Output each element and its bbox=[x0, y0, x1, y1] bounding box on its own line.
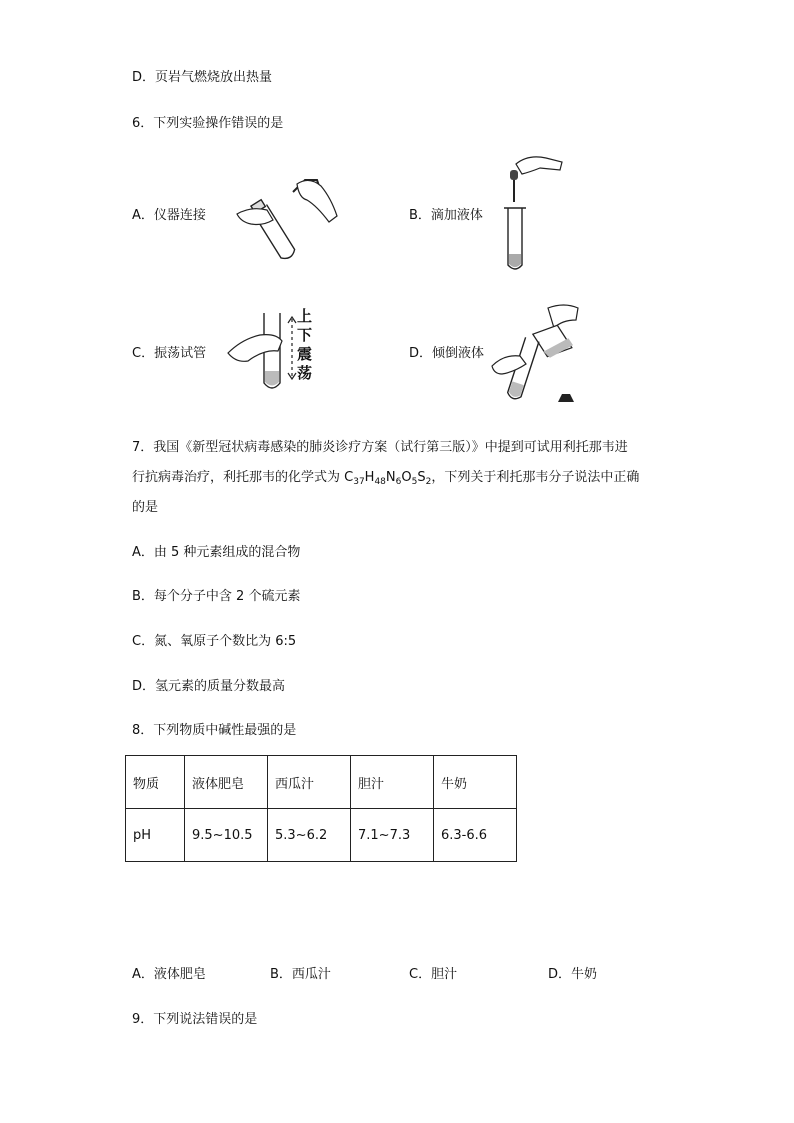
table-cell: 6.3-6.6 bbox=[434, 809, 517, 862]
q7-option-b: B．每个分子中含 2 个硫元素 bbox=[132, 589, 301, 604]
formula-element: N bbox=[385, 470, 396, 485]
q7-option-c: C．氮、氧原子个数比为 6:5 bbox=[132, 634, 297, 649]
formula-element: H bbox=[364, 470, 375, 485]
shake-direction-label bbox=[297, 307, 315, 383]
q8-option-c: C．胆汁 bbox=[409, 967, 458, 982]
formula-element: O bbox=[401, 470, 412, 485]
q6-option-a: A．仪器连接 bbox=[132, 208, 206, 223]
q8-option-d: D．牛奶 bbox=[548, 967, 598, 982]
table-header-cell: 西瓜汁 bbox=[268, 756, 351, 809]
table-header-cell: 胆汁 bbox=[351, 756, 434, 809]
table-header-cell: 液体肥皂 bbox=[185, 756, 268, 809]
formula-subscript: 2 bbox=[425, 477, 432, 487]
q6-option-c: C．振荡试管 bbox=[132, 346, 207, 361]
q7-stem-line2-pre: 行抗病毒治疗，利托那韦的化学式为 C bbox=[132, 470, 354, 485]
table-cell: 7.1~7.3 bbox=[351, 809, 434, 862]
q5-option-d: D．页岩气燃烧放出热量 bbox=[132, 70, 273, 85]
q7-option-d: D．氢元素的质量分数最高 bbox=[132, 679, 286, 694]
q8-option-b: B．西瓜汁 bbox=[270, 967, 331, 982]
q7-stem-line2-post: ，下列关于利托那韦分子说法中正确 bbox=[431, 470, 640, 485]
q7-stem-line3: 的是 bbox=[132, 500, 159, 515]
formula-subscript: 48 bbox=[374, 477, 386, 487]
table-header-cell: 牛奶 bbox=[434, 756, 517, 809]
table-header-cell: 物质 bbox=[126, 756, 185, 809]
q6-option-b: B．滴加液体 bbox=[409, 208, 483, 223]
pouring-liquid-illustration bbox=[488, 298, 588, 408]
shake-label-char: 荡 bbox=[297, 364, 313, 382]
q6-option-d: D．倾倒液体 bbox=[409, 346, 485, 361]
q9-stem: 9．下列说法错误的是 bbox=[132, 1012, 258, 1027]
table-row bbox=[126, 809, 517, 862]
formula-element: S bbox=[417, 470, 426, 485]
instrument-connection-illustration bbox=[233, 170, 343, 262]
formula-subscript: 6 bbox=[395, 477, 402, 487]
ph-table bbox=[125, 755, 517, 862]
table-row bbox=[126, 756, 517, 809]
q7-stem-line2 bbox=[132, 466, 639, 485]
q8-stem: 8．下列物质中碱性最强的是 bbox=[132, 723, 297, 738]
table-cell: pH bbox=[126, 809, 185, 862]
dropping-liquid-illustration bbox=[490, 150, 570, 275]
formula-subscript: 5 bbox=[411, 477, 418, 487]
formula-subscript: 37 bbox=[353, 477, 365, 487]
shake-label-char: 上 bbox=[297, 307, 313, 325]
q8-option-a: A．液体肥皂 bbox=[132, 967, 206, 982]
q7-stem-line1: 7．我国《新型冠状病毒感染的肺炎诊疗方案（试行第三版）》中提到可试用利托那韦进 bbox=[132, 440, 628, 455]
table-cell: 5.3~6.2 bbox=[268, 809, 351, 862]
table-cell: 9.5~10.5 bbox=[185, 809, 268, 862]
q6-stem: 6．下列实验操作错误的是 bbox=[132, 116, 284, 131]
shake-label-char: 震 bbox=[297, 345, 313, 363]
q7-option-a: A．由 5 种元素组成的混合物 bbox=[132, 545, 301, 560]
shake-label-char: 下 bbox=[297, 326, 313, 344]
